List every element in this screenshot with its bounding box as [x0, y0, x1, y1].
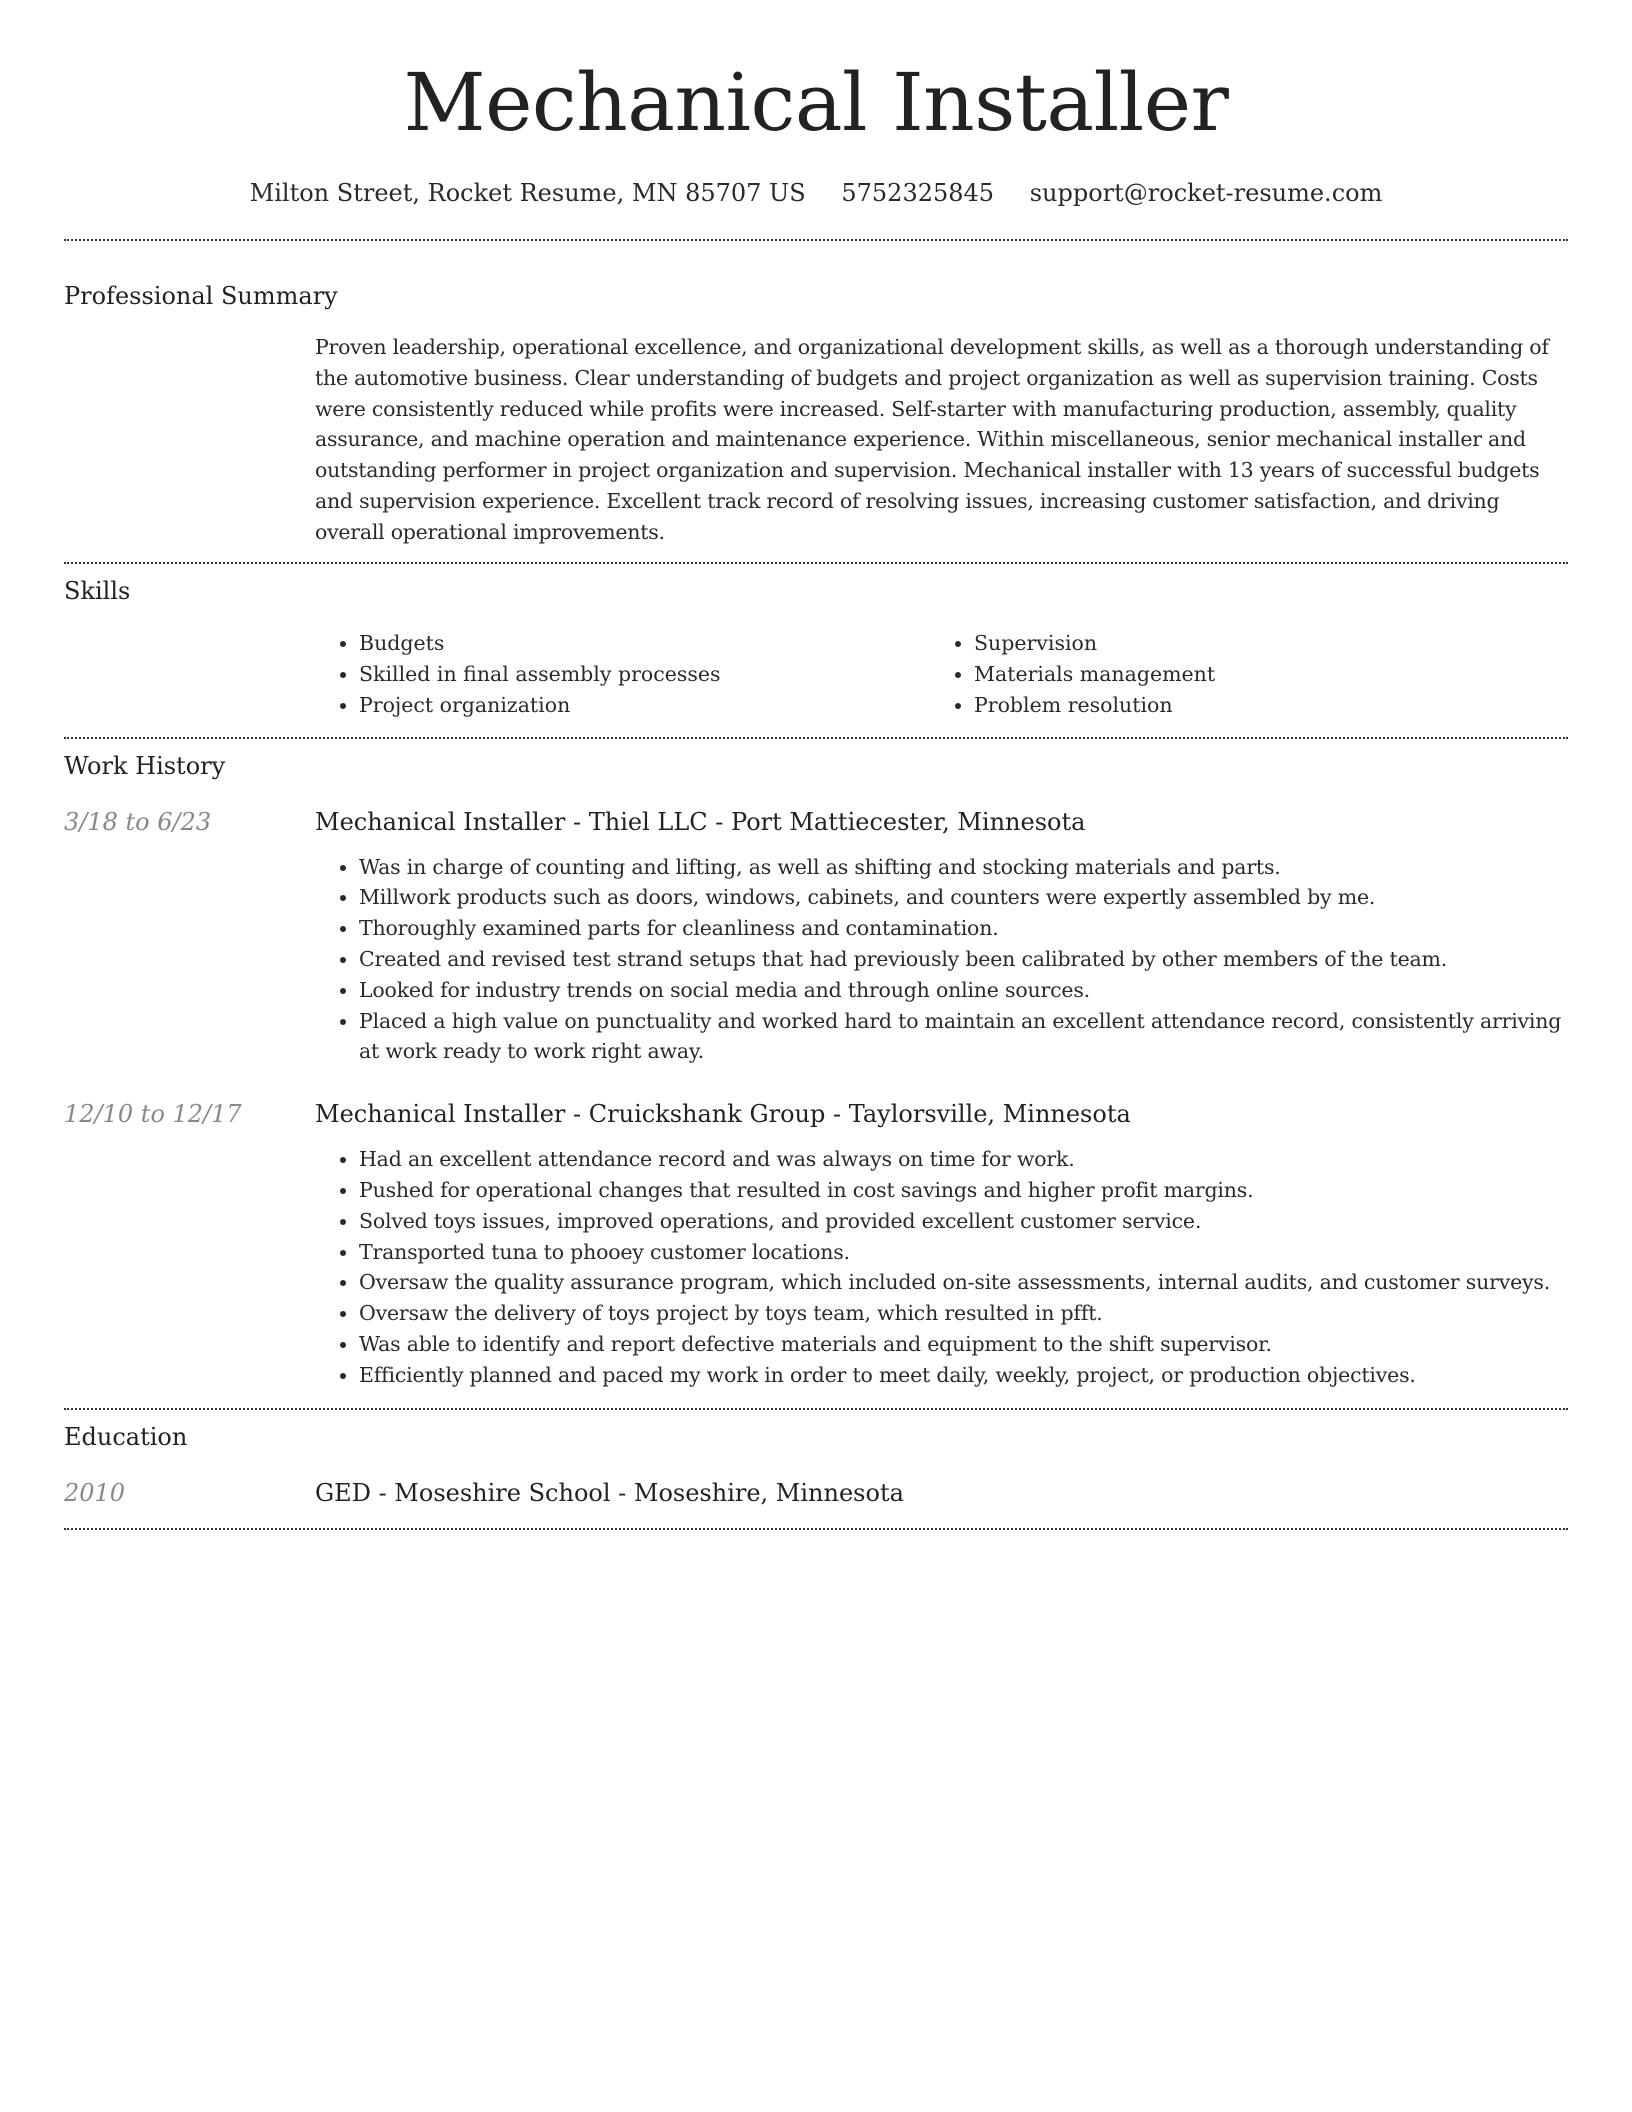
skill-item: • Materials management [974, 659, 1545, 690]
skill-item: • Skilled in final assembly processes [359, 659, 930, 690]
job-bullet: • Millwork products such as doors, windows, cabinets, and counters were expertly assembled by me. [359, 882, 1568, 913]
job-bullets [315, 1144, 1568, 1390]
skills-list-left [315, 628, 930, 721]
job-bullet: • Transported tuna to phooey customer locations. [359, 1237, 1568, 1268]
skill-item: • Budgets [359, 628, 930, 659]
job-bullet: • Oversaw the quality assurance program, which included on-site assessments, internal audits, and customer surveys. [359, 1267, 1568, 1298]
job-dates: 12/10 to 12/17 [64, 1100, 242, 1129]
header-divider [64, 239, 1568, 241]
job-bullets [315, 852, 1568, 1068]
resume-page [64, 0, 1568, 1530]
skill-item: • Problem resolution [974, 690, 1545, 721]
education-section [64, 1420, 1568, 1510]
education-heading: Education [64, 1422, 188, 1451]
skill-item: • Project organization [359, 690, 930, 721]
skill-item: • Supervision [974, 628, 1545, 659]
job-bullet: • Was able to identify and report defective materials and equipment to the shift supervisor. [359, 1329, 1568, 1360]
email-text: support@rocket-resume.com [1029, 179, 1383, 207]
job-heading: Mechanical Installer - Cruickshank Group - Taylorsville, Minnesota [315, 1100, 1131, 1129]
job-bullet: • Thoroughly examined parts for cleanliness and contamination. [359, 913, 1568, 944]
education-year: 2010 [64, 1478, 126, 1507]
job-heading: Mechanical Installer - Thiel LLC - Port Mattiecester, Minnesota [315, 807, 1086, 836]
education-entry: GED - Moseshire School - Moseshire, Minnesota [315, 1478, 904, 1507]
summary-text: Proven leadership, operational excellence, and organizational development skills, as well as a thorough understanding of the automotive business. Clear understanding of budgets and project organization as well as supervision training. Costs were consistently reduced while profits were increased. Self-starter with manufacturing production, assembly, quality assurance, and machine operation and maintenance experience. Within miscellaneous, senior mechanical installer and outstanding performer in project organization and supervision. Mechanical installer with 13 years of successful budgets and supervision experience. Excellent track record of resolving issues, increasing customer satisfaction, and driving overall operational improvements. [315, 335, 1549, 544]
phone-text: 5752325845 [841, 179, 995, 207]
address-text: Milton Street, Rocket Resume, MN 85707 US [249, 179, 806, 207]
job-entry [64, 1097, 1568, 1390]
job-dates: 3/18 to 6/23 [64, 807, 212, 836]
contact-line [64, 176, 1568, 210]
skills-heading: Skills [64, 576, 131, 605]
job-bullet: • Oversaw the delivery of toys project by toys team, which resulted in pfft. [359, 1298, 1568, 1329]
job-bullet: • Efficiently planned and paced my work in order to meet daily, weekly, project, or production objectives. [359, 1360, 1568, 1391]
work-divider [64, 1408, 1568, 1410]
summary-divider [64, 562, 1568, 564]
job-entry [64, 805, 1568, 1068]
job-bullet: • Was in charge of counting and lifting, as well as shifting and stocking materials and parts. [359, 852, 1568, 883]
job-bullet: • Created and revised test strand setups that had previously been calibrated by other members of the team. [359, 944, 1568, 975]
work-section [64, 749, 1568, 1391]
education-divider [64, 1528, 1568, 1530]
work-heading: Work History [64, 751, 226, 780]
job-bullet: • Solved toys issues, improved operations, and provided excellent customer service. [359, 1206, 1568, 1237]
resume-title: Mechanical Installer [403, 56, 1229, 149]
skills-list-right [930, 628, 1545, 721]
job-bullet: • Pushed for operational changes that resulted in cost savings and higher profit margins. [359, 1175, 1568, 1206]
summary-section [64, 279, 1568, 548]
job-bullet: • Had an excellent attendance record and was always on time for work. [359, 1144, 1568, 1175]
summary-heading: Professional Summary [64, 282, 338, 310]
skills-section [64, 574, 1568, 721]
job-bullet: • Looked for industry trends on social media and through online sources. [359, 975, 1568, 1006]
skills-divider [64, 737, 1568, 739]
job-bullet: • Placed a high value on punctuality and worked hard to maintain an excellent attendance record, consistently arriving at work ready to work right away. [359, 1006, 1568, 1068]
